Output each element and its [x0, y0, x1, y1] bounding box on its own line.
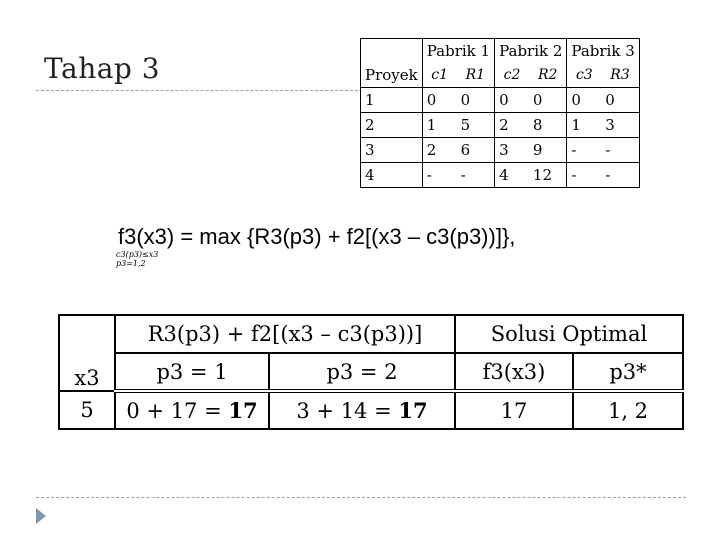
table-row: [59, 391, 683, 429]
stage-3-solution-table: [58, 314, 684, 430]
header-c2: c2: [503, 67, 521, 83]
recursive-formula: [116, 224, 516, 268]
header-r2: R2: [529, 63, 567, 88]
formula-constraint-2: p3=1,2: [116, 259, 146, 268]
header-proyek: Proyek: [361, 63, 423, 88]
slide-title: Tahap 3: [44, 52, 161, 85]
table-row: 3 2 6 3 9 - -: [361, 138, 640, 163]
row-p3-star-value: 1, 2: [573, 391, 683, 429]
footer-divider: [36, 497, 686, 498]
bullet-arrow-icon: [36, 508, 46, 524]
col-p3-2: p3 = 2: [269, 353, 455, 391]
header-pabrik-2: Pabrik 2: [495, 39, 567, 64]
row-p3-1-value: 0 + 17 = 17: [115, 391, 269, 429]
header-pabrik-3: Pabrik 3: [567, 39, 639, 64]
project-cost-table: [360, 38, 640, 188]
col-p3-1: p3 = 1: [115, 353, 269, 391]
formula-constraints: [116, 250, 158, 268]
formula-rhs: {R3(p3) + f2[(x3 – c3(p3))]},: [247, 224, 516, 249]
table-row: 4 - - 4 12 - -: [361, 163, 640, 188]
x3-header: x3: [59, 315, 115, 391]
header-pabrik-1: Pabrik 1: [422, 39, 494, 64]
table-row: 1 0 0 0 0 0 0: [361, 88, 640, 113]
table-row: 2 1 5 2 8 1 3: [361, 113, 640, 138]
header-r1: R1: [457, 63, 495, 88]
row-p3-2-value: 3 + 14 = 17: [269, 391, 455, 429]
header-r3: R3: [601, 63, 639, 88]
header-c1: c1: [431, 67, 449, 83]
header-c3: c3: [575, 67, 593, 83]
formula-constraint-1: c3(p3)≤x3: [116, 250, 159, 259]
objective-header: R3(p3) + f2[(x3 – c3(p3))]: [115, 315, 455, 353]
row-x3-value: 5: [59, 391, 115, 429]
col-p3-star: p3*: [573, 353, 683, 391]
col-f3: f3(x3): [455, 353, 573, 391]
solusi-optimal-header: Solusi Optimal: [455, 315, 683, 353]
row-f3-value: 17: [455, 391, 573, 429]
formula-lhs: f3(x3) = max: [118, 224, 241, 249]
title-divider: [36, 90, 358, 91]
